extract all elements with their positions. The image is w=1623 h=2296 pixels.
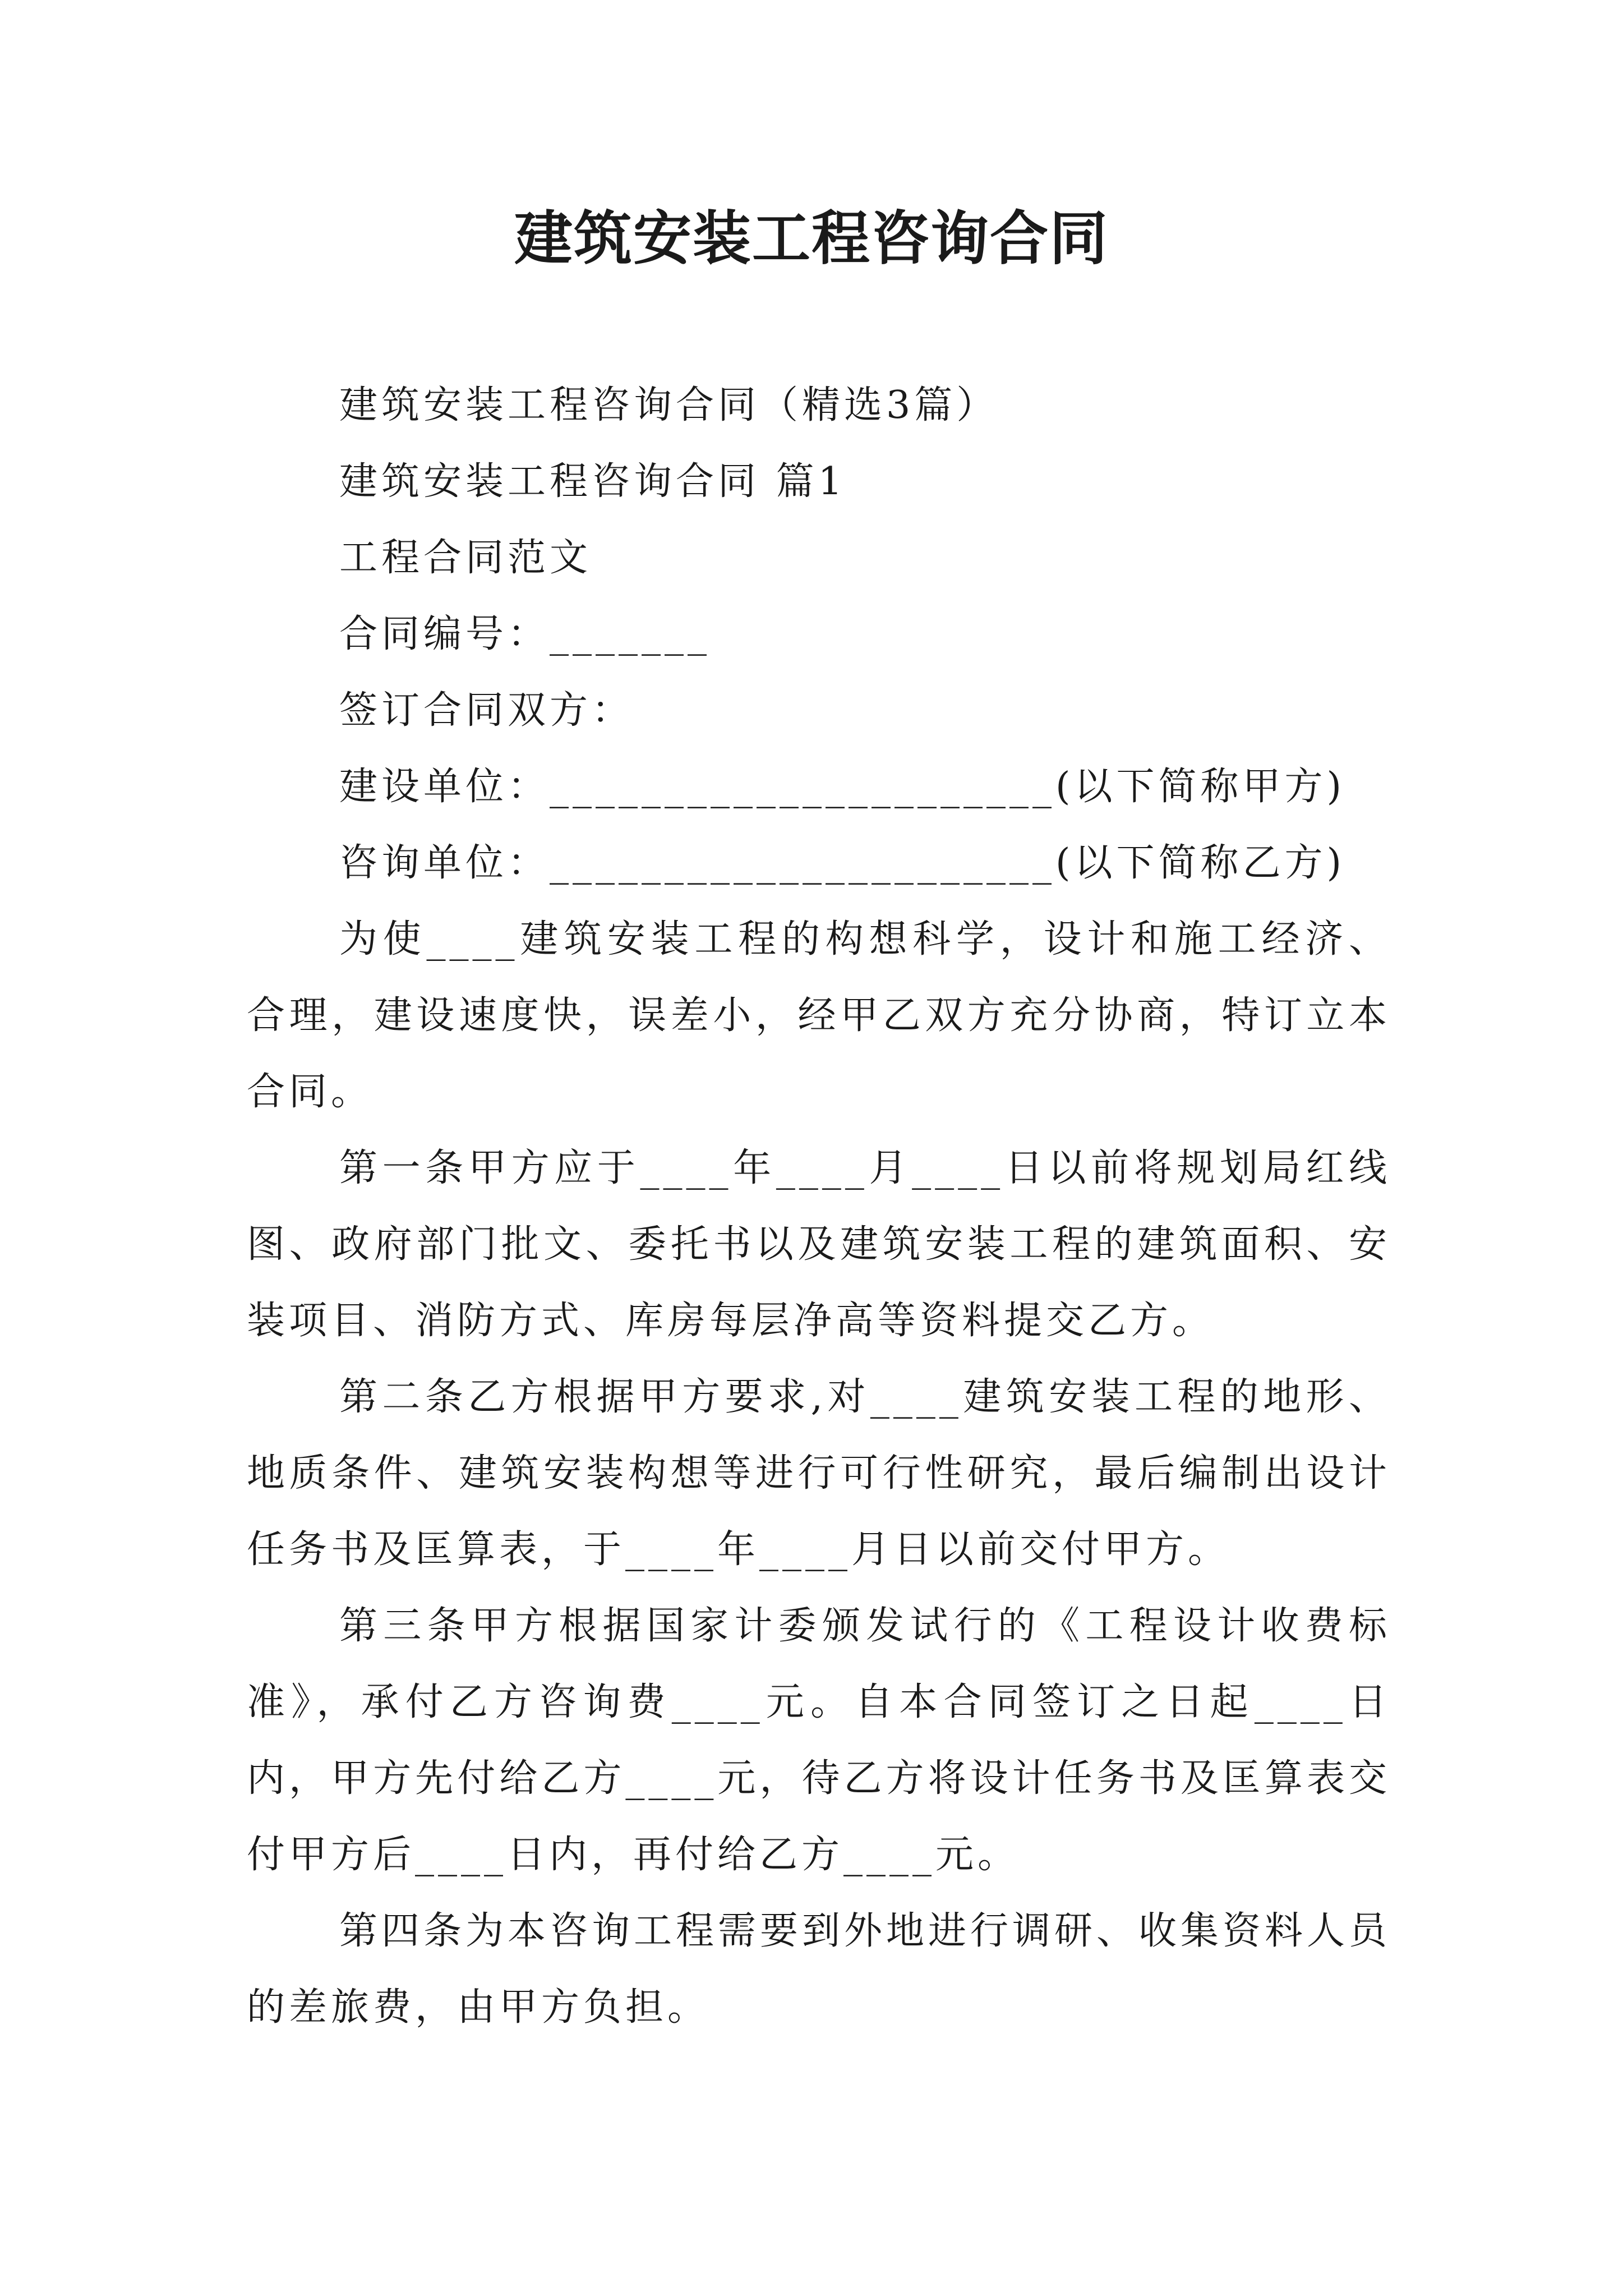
contract-number-line: 合同编号：_______ [339, 612, 711, 656]
document-title: 建筑安装工程咨询合同 [514, 204, 1109, 273]
article-3-paragraph: 第三条甲方根据国家计委颁发试行的《工程设计收费标准》，承付乙方咨询费____元。自本合同签订之日起____日内，甲方先付给乙方____元，待乙方将设计任务书及匡算表交付甲方后____日内，再付给乙方____元。 [247, 1604, 1391, 1877]
parties-line: 签订合同双方： [339, 688, 634, 733]
article-1-paragraph: 第一条甲方应于____年____月____日以前将规划局红线图、政府部门批文、委托书以及建筑安装工程的建筑面积、安装项目、消防方式、库房每层净高等资料提交乙方。 [247, 1146, 1391, 1343]
party-a-line: 建设单位：______________________(以下简称甲方) [339, 765, 1346, 809]
subtitle-line: 建筑安装工程咨询合同（精选3篇） [339, 383, 999, 427]
party-b-line: 咨询单位：______________________(以下简称乙方) [339, 841, 1346, 885]
contract-type-line: 工程合同范文 [339, 536, 592, 580]
article-4-paragraph: 第四条为本咨询工程需要到外地进行调研、收集资料人员的差旅费，由甲方负担。 [247, 1909, 1391, 2030]
document-body [247, 367, 1391, 2046]
article-2-paragraph: 第二条乙方根据甲方要求,对____建筑安装工程的地形、地质条件、建筑安装构想等进行可行性研究，最后编制出设计任务书及匡算表，于____年____月日以前交付甲方。 [247, 1375, 1391, 1572]
intro-paragraph: 为使____建筑安装工程的构想科学，设计和施工经济、合理，建设速度快，误差小，经甲乙双方充分协商，特订立本合同。 [247, 917, 1391, 1114]
section-heading: 建筑安装工程咨询合同 篇1 [339, 459, 846, 504]
